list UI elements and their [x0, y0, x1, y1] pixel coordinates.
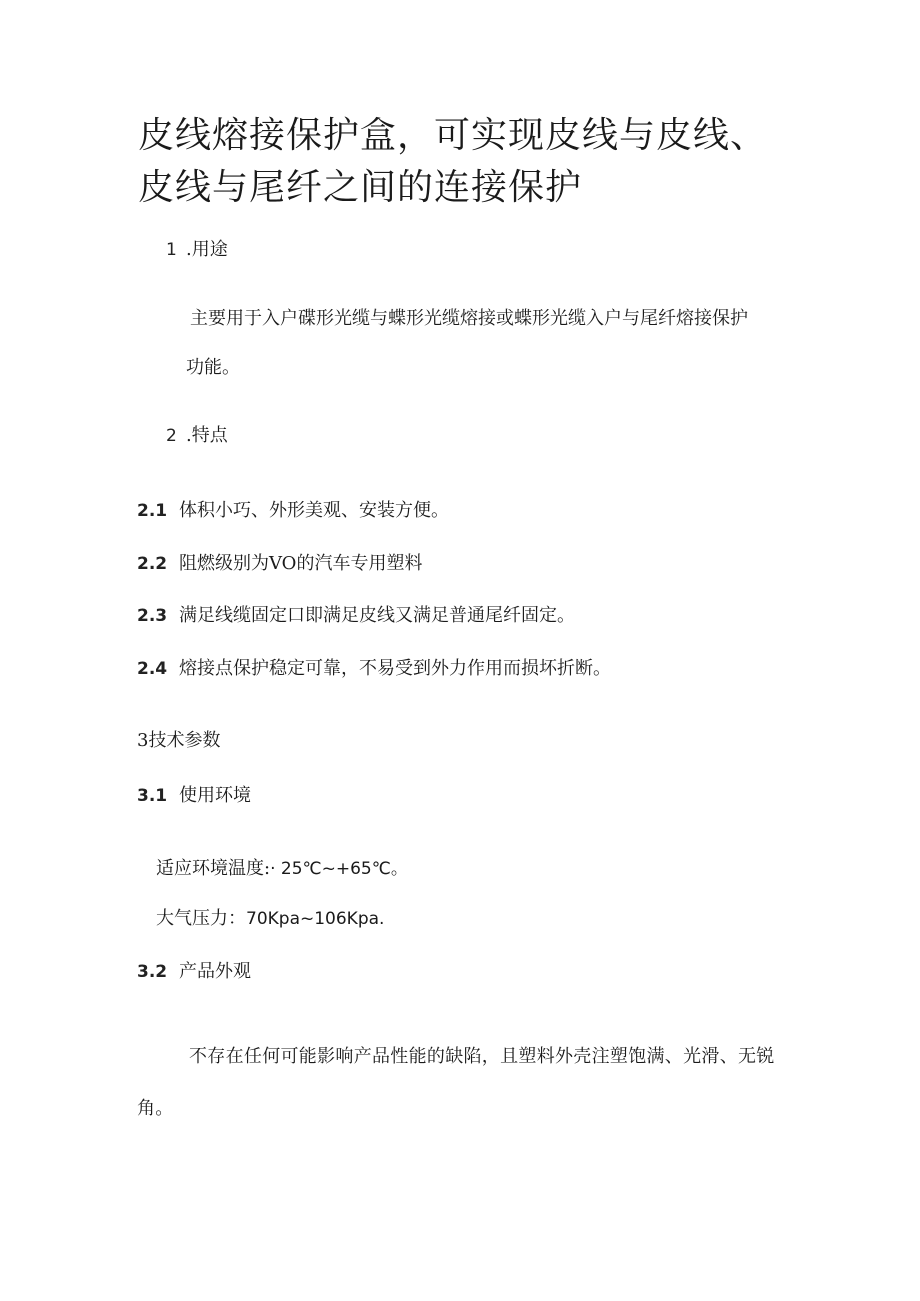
section-heading-text: .用途 — [186, 239, 228, 260]
feature-item — [137, 499, 449, 523]
section-2-heading — [166, 424, 228, 448]
item-text: 体积小巧、外形美观、安装方便。 — [179, 500, 449, 521]
item-text: 阻燃级别为VO的汽车专用塑料 — [179, 553, 423, 574]
section-1-paragraph-line1: 主要用于入户碟形光缆与蝶形光缆熔接或蝶形光缆入户与尾纤熔接保护 — [190, 308, 748, 329]
item-text: 产品外观 — [179, 961, 251, 982]
section-1-heading — [166, 238, 228, 262]
item-number: 2.3 — [137, 606, 168, 626]
section-heading-text: .特点 — [186, 425, 228, 446]
item-number: 2.4 — [137, 659, 168, 679]
document-title: 皮线熔接保护盒，可实现皮线与皮线、皮线与尾纤之间的连接保护 — [138, 115, 768, 208]
item-number: 3.2 — [137, 962, 168, 982]
pressure-label: 大气压力： — [156, 908, 246, 929]
pressure-value: 70Kpa~106Kpa. — [246, 909, 385, 929]
section-3-heading: 3技术参数 — [137, 730, 221, 751]
subsection-3-1-heading — [137, 784, 251, 808]
section-number: 2 — [166, 426, 177, 446]
item-number: 2.2 — [137, 554, 168, 574]
item-text: 满足线缆固定口即满足皮线又满足普通尾纤固定。 — [179, 605, 575, 626]
temperature-label: 适应环境温度: — [156, 858, 271, 879]
temperature-spec — [156, 857, 408, 881]
temperature-value: · 25℃~+65℃。 — [270, 859, 408, 879]
item-text: 熔接点保护稳定可靠，不易受到外力作用而损坏折断。 — [179, 658, 611, 679]
feature-item — [137, 552, 422, 576]
feature-item — [137, 604, 575, 628]
feature-item — [137, 657, 611, 681]
section-1-paragraph-line2: 功能。 — [186, 357, 240, 378]
section-number: 1 — [166, 240, 177, 260]
item-number: 3.1 — [137, 786, 168, 806]
pressure-spec — [156, 907, 384, 931]
appearance-paragraph: 不存在任何可能影响产品性能的缺陷，且塑料外壳注塑饱满、光滑、无锐角。 — [137, 1046, 775, 1119]
item-number: 2.1 — [137, 501, 168, 521]
subsection-3-2-heading — [137, 960, 251, 984]
item-text: 使用环境 — [179, 785, 251, 806]
